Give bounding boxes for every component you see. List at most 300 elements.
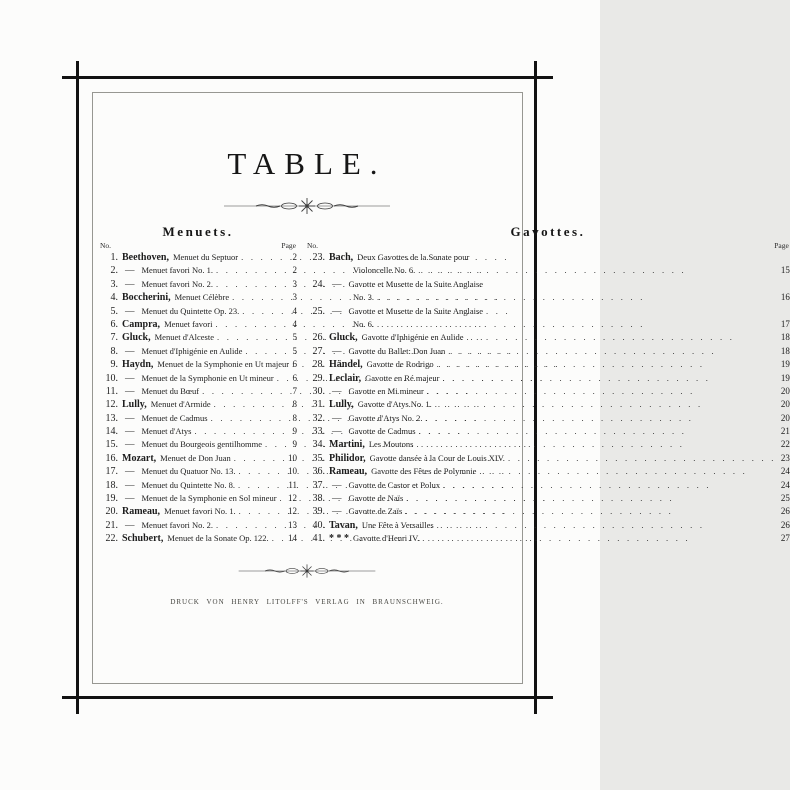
table-row bbox=[99, 505, 297, 518]
column-gavottes bbox=[306, 225, 790, 548]
entry-line bbox=[99, 264, 297, 277]
entry-line-continuation bbox=[306, 264, 790, 277]
entry-body bbox=[122, 251, 282, 264]
entry-body bbox=[329, 385, 775, 399]
entry-title: Les Moutons bbox=[368, 439, 414, 450]
dot-leader bbox=[238, 251, 282, 264]
entry-number: 18. bbox=[105, 479, 118, 491]
entry-line bbox=[306, 492, 790, 505]
entry-composer: Martini, bbox=[329, 439, 365, 451]
table-row bbox=[99, 372, 297, 385]
entry-title: Gavotte de Naïs bbox=[348, 493, 404, 504]
entry-repeat-dash: — bbox=[125, 427, 135, 438]
entry-line bbox=[99, 385, 297, 398]
table-row bbox=[306, 452, 790, 465]
dot-leader bbox=[242, 345, 282, 358]
entry-composer: Campra, bbox=[122, 318, 161, 330]
entry-number: 15. bbox=[105, 439, 118, 451]
dot-leader bbox=[231, 452, 282, 465]
entry-title: Menuet Célèbre bbox=[174, 292, 230, 303]
entry-number: 31. bbox=[312, 399, 325, 411]
entry-line bbox=[99, 479, 297, 492]
entry-body bbox=[329, 345, 775, 359]
entry-number: 3. bbox=[110, 278, 118, 290]
entry-line bbox=[99, 318, 297, 331]
entry-body bbox=[329, 251, 775, 264]
entry-line bbox=[99, 505, 297, 518]
entry-number: 11. bbox=[105, 385, 118, 397]
entry-repeat-dash: — bbox=[125, 413, 135, 424]
entry-number: 34. bbox=[312, 439, 325, 451]
entry-line bbox=[306, 345, 790, 358]
menuets-heading: Menuets. bbox=[162, 224, 234, 239]
entry-line bbox=[99, 519, 297, 532]
dot-leader bbox=[423, 412, 775, 425]
entry-number: 30. bbox=[312, 385, 325, 397]
entry-page: 23 bbox=[780, 452, 790, 463]
entry-body bbox=[329, 479, 775, 493]
entry-repeat-dash: — bbox=[125, 279, 135, 290]
entry-body bbox=[353, 264, 775, 277]
entry-line bbox=[99, 345, 297, 358]
dot-leader bbox=[239, 305, 282, 318]
entry-title: Gavotte d'Atys No. 2. bbox=[348, 412, 423, 423]
table-row bbox=[306, 372, 790, 385]
entry-body bbox=[122, 372, 282, 386]
entry-repeat-dash: — bbox=[125, 346, 135, 357]
entry-page: 3 bbox=[292, 278, 297, 289]
dot-leader bbox=[213, 278, 282, 291]
entry-composer: Haydn, bbox=[122, 359, 154, 371]
entry-page: 11 bbox=[288, 479, 297, 490]
entry-number: 16. bbox=[105, 452, 118, 464]
outer-frame-left bbox=[76, 61, 79, 714]
table-row bbox=[99, 492, 297, 505]
table-row bbox=[306, 465, 790, 478]
entry-title: Menuet du Quintette Op. 23. bbox=[141, 305, 240, 316]
entry-composer: Gluck, bbox=[122, 332, 151, 344]
entry-page: 16 bbox=[780, 292, 790, 303]
entry-composer: Mozart, bbox=[122, 452, 157, 464]
entry-title: Menuet de Don Juan bbox=[160, 452, 231, 463]
entry-line bbox=[306, 385, 790, 398]
entry-number: 25. bbox=[312, 305, 325, 317]
entry-body bbox=[122, 519, 282, 533]
entry-page: 19 bbox=[780, 359, 790, 370]
entry-page: 19 bbox=[780, 372, 790, 383]
table-row bbox=[99, 345, 297, 358]
table-row bbox=[306, 425, 790, 438]
menuets-entry-list bbox=[99, 251, 297, 546]
entry-number: 12. bbox=[105, 399, 118, 411]
entry-line bbox=[306, 465, 790, 478]
page-title: TABLE. bbox=[227, 146, 387, 181]
entry-page: 18 bbox=[780, 345, 790, 356]
entry-title: Menuet favori No. 1. bbox=[164, 506, 236, 517]
entry-title: Gavotte et Musette de la Suite Anglaise bbox=[348, 278, 484, 289]
dot-leader bbox=[213, 264, 282, 277]
dot-leader bbox=[445, 345, 775, 358]
entry-repeat-dash: — bbox=[125, 520, 135, 531]
entry-repeat-dash: — bbox=[332, 413, 342, 424]
entry-title: Gavotte en Mi mineur bbox=[348, 385, 424, 396]
dot-leader bbox=[235, 465, 282, 478]
entry-line bbox=[99, 278, 297, 291]
dot-leader bbox=[269, 532, 282, 545]
entry-composer: * * * bbox=[329, 533, 349, 545]
entry-number: 2. bbox=[110, 265, 118, 277]
entry-page: 4 bbox=[292, 318, 297, 329]
entry-line bbox=[99, 251, 297, 264]
entry-title: Deux Gavottes de la Sonate pour bbox=[357, 252, 470, 262]
entry-repeat-dash: — bbox=[332, 346, 342, 357]
entry-line bbox=[306, 398, 790, 411]
entry-line bbox=[306, 251, 790, 264]
entry-body bbox=[122, 264, 282, 278]
entry-body bbox=[329, 278, 775, 292]
entry-composer: Rameau, bbox=[122, 506, 161, 518]
table-row bbox=[306, 305, 790, 332]
dot-leader bbox=[402, 505, 774, 518]
dot-leader bbox=[191, 425, 282, 438]
entry-number: 33. bbox=[312, 426, 325, 438]
table-row bbox=[306, 331, 790, 344]
dot-leader bbox=[419, 532, 775, 545]
dot-leader bbox=[211, 398, 282, 411]
table-row bbox=[99, 438, 297, 451]
entry-body bbox=[329, 465, 775, 478]
entry-page: 26 bbox=[780, 506, 790, 517]
entry-title: Gavotte des Fêtes de Polymnie bbox=[371, 466, 477, 477]
entry-number: 38. bbox=[312, 493, 325, 505]
entry-title: Menuet favori bbox=[164, 318, 213, 329]
dot-leader bbox=[214, 331, 282, 344]
entry-line bbox=[99, 305, 297, 318]
entry-number: 32. bbox=[312, 412, 325, 424]
dot-leader bbox=[235, 479, 282, 492]
entry-title: Menuet d'Iphigénie en Aulide bbox=[141, 345, 243, 356]
entry-body bbox=[122, 398, 282, 411]
entry-line bbox=[99, 425, 297, 438]
dot-leader bbox=[505, 452, 775, 465]
table-row bbox=[99, 398, 297, 411]
entry-composer: Leclair, bbox=[329, 372, 362, 384]
entry-page: 15 bbox=[780, 265, 790, 276]
entry-line bbox=[306, 519, 790, 532]
entry-title: Menuet de la Symphonie en Sol mineur bbox=[141, 493, 277, 504]
table-row bbox=[99, 425, 297, 438]
entry-number: 14. bbox=[105, 426, 118, 438]
table-row bbox=[99, 305, 297, 318]
entry-number: 26. bbox=[312, 332, 325, 344]
entry-repeat-dash: — bbox=[125, 266, 135, 277]
dot-leader bbox=[463, 331, 774, 344]
entry-title: Menuet de la Symphonie en Ut majeur bbox=[157, 359, 290, 370]
entry-body bbox=[122, 438, 282, 452]
table-row bbox=[306, 412, 790, 425]
entry-line bbox=[99, 358, 297, 371]
entry-number: 6. bbox=[110, 318, 118, 330]
entry-number: 28. bbox=[312, 359, 325, 371]
dot-leader bbox=[424, 385, 775, 398]
entry-body bbox=[122, 465, 282, 479]
entry-title-continuation: No. 3. bbox=[353, 292, 375, 303]
entry-page: 9 bbox=[292, 426, 297, 437]
entry-number: 24. bbox=[312, 278, 325, 290]
entry-number: 19. bbox=[105, 493, 118, 505]
table-row bbox=[99, 291, 297, 304]
entry-title: Menuet d'Armide bbox=[150, 399, 211, 410]
entry-composer: Beethoven, bbox=[122, 252, 169, 263]
dot-leader bbox=[213, 519, 282, 532]
table-row bbox=[306, 532, 790, 545]
entry-body bbox=[122, 505, 282, 518]
entry-number: 23. bbox=[312, 252, 325, 263]
entry-page: 26 bbox=[780, 519, 790, 530]
entry-number: 22. bbox=[105, 533, 118, 545]
entry-line bbox=[306, 278, 790, 291]
entry-title: Menuet d'Atys bbox=[141, 426, 192, 437]
gavottes-entry-list bbox=[306, 251, 790, 546]
entry-line bbox=[99, 372, 297, 385]
entry-line bbox=[306, 452, 790, 465]
entry-body bbox=[329, 505, 775, 519]
table-row bbox=[99, 358, 297, 371]
entry-page: 8 bbox=[292, 399, 297, 410]
entry-line bbox=[306, 305, 790, 318]
entry-body bbox=[329, 425, 775, 439]
dot-leader bbox=[229, 291, 282, 304]
gavottes-heading: Gavottes. bbox=[510, 224, 586, 239]
entry-title: Menuet du Septuor bbox=[172, 252, 239, 262]
entry-line bbox=[99, 331, 297, 344]
entry-title: Menuet du Quatuor No. 13. bbox=[141, 466, 236, 477]
entry-body bbox=[122, 492, 282, 506]
entry-body bbox=[329, 532, 775, 545]
entry-title: Menuet favori No. 2. bbox=[141, 519, 214, 530]
table-columns bbox=[99, 224, 790, 548]
entry-page: 4 bbox=[292, 305, 297, 316]
dot-leader bbox=[274, 372, 282, 385]
entry-page: 27 bbox=[780, 533, 790, 544]
entry-line bbox=[306, 425, 790, 438]
entry-repeat-dash: — bbox=[125, 467, 135, 478]
entry-page: 8 bbox=[292, 412, 297, 423]
entry-page: 9 bbox=[292, 439, 297, 450]
entry-page: 17 bbox=[780, 318, 790, 329]
entry-line bbox=[99, 438, 297, 451]
entry-repeat-dash: — bbox=[332, 306, 342, 317]
entry-page: 10 bbox=[288, 452, 297, 463]
table-row bbox=[99, 452, 297, 465]
entry-line bbox=[306, 505, 790, 518]
dot-leader bbox=[403, 492, 775, 505]
entry-number: 4. bbox=[110, 292, 118, 304]
entry-title: Menuet de la Symphonie en Ut mineur bbox=[141, 372, 274, 383]
entry-line bbox=[306, 532, 790, 545]
ornament-rule-star-icon bbox=[237, 562, 377, 580]
entry-body bbox=[329, 519, 775, 532]
entry-body bbox=[329, 305, 775, 319]
entry-repeat-dash: — bbox=[332, 494, 342, 505]
table-row bbox=[99, 465, 297, 478]
entry-body bbox=[329, 412, 775, 426]
entry-body bbox=[122, 479, 282, 493]
table-row bbox=[306, 492, 790, 505]
entry-body bbox=[353, 291, 775, 304]
entry-title: Gavotte d'Atys No. 1. bbox=[357, 399, 432, 410]
table-row bbox=[99, 532, 297, 545]
entry-body bbox=[122, 532, 282, 545]
entry-title: Gavotte de Castor et Polux bbox=[348, 479, 441, 490]
entry-page: 10 bbox=[288, 466, 297, 477]
entry-line bbox=[306, 358, 790, 371]
entry-title: Gavotte dansée à la Cour de Louis XIV. bbox=[369, 452, 505, 463]
entry-line bbox=[306, 412, 790, 425]
dot-leader bbox=[416, 425, 775, 438]
entry-composer: Philidor, bbox=[329, 452, 366, 464]
entry-body bbox=[329, 492, 775, 506]
entry-body bbox=[329, 438, 775, 451]
outer-frame-top bbox=[62, 76, 553, 79]
entry-line bbox=[99, 465, 297, 478]
entry-page: 22 bbox=[780, 439, 790, 450]
table-row bbox=[306, 385, 790, 398]
entry-line-continuation bbox=[306, 318, 790, 331]
entry-title: Gavotte d'Henri IV. bbox=[353, 533, 420, 544]
menuets-page-label: Page bbox=[281, 241, 296, 250]
entry-title-continuation: Violoncelle No. 6. bbox=[353, 265, 416, 276]
entry-composer: Gluck, bbox=[329, 332, 358, 344]
dot-leader bbox=[439, 372, 774, 385]
table-row bbox=[99, 479, 297, 492]
entry-composer: Lully, bbox=[122, 399, 147, 411]
entry-repeat-dash: — bbox=[332, 507, 342, 518]
table-row bbox=[99, 251, 297, 264]
entry-body bbox=[122, 345, 282, 359]
entry-body bbox=[122, 452, 282, 465]
entry-line bbox=[99, 412, 297, 425]
entry-page: 13 bbox=[288, 519, 297, 530]
entry-composer: Schubert, bbox=[122, 533, 164, 545]
entry-page: 6 bbox=[292, 372, 297, 383]
entry-number: 7. bbox=[110, 332, 118, 344]
entry-repeat-dash: — bbox=[125, 494, 135, 505]
column-menuets bbox=[99, 225, 297, 548]
menuets-subhead bbox=[99, 239, 297, 251]
entry-composer: Tavan, bbox=[329, 519, 358, 531]
entry-body bbox=[122, 318, 282, 331]
entry-page: 6 bbox=[292, 359, 297, 370]
entry-body bbox=[329, 372, 775, 385]
entry-number: 13. bbox=[105, 412, 118, 424]
gavottes-no-label: No. bbox=[307, 241, 319, 250]
table-row bbox=[99, 278, 297, 291]
entry-page: 24 bbox=[780, 479, 790, 490]
entry-page: 24 bbox=[780, 466, 790, 477]
gavottes-page-label: Page bbox=[774, 241, 789, 250]
table-row bbox=[306, 251, 790, 278]
entry-title: Gavotte de Rodrigo bbox=[366, 359, 434, 370]
entry-page: 2 bbox=[292, 252, 297, 262]
table-row bbox=[306, 398, 790, 411]
entry-title: Menuet d'Alceste bbox=[154, 332, 214, 343]
table-row bbox=[306, 345, 790, 358]
entry-body bbox=[353, 318, 775, 331]
entry-body bbox=[122, 291, 282, 304]
entry-title: Gavotte et Musette de la Suite Anglaise bbox=[348, 305, 484, 316]
entry-line bbox=[99, 291, 297, 304]
entry-number: 9. bbox=[110, 359, 118, 371]
entry-body bbox=[329, 398, 775, 411]
entry-body bbox=[122, 385, 282, 399]
gavottes-subhead bbox=[306, 239, 790, 251]
table-row bbox=[99, 264, 297, 277]
entry-body bbox=[122, 278, 282, 292]
dot-leader bbox=[413, 438, 774, 451]
printer-imprint: DRUCK VON HENRY LITOLFF'S VERLAG IN BRAUNSCHWEIG. bbox=[170, 598, 444, 606]
entry-body bbox=[122, 412, 282, 426]
entry-number: 29. bbox=[312, 372, 325, 384]
entry-title: Gavotte du Ballet: Don Juan bbox=[348, 345, 446, 356]
entry-composer: Rameau, bbox=[329, 466, 368, 478]
entry-title: Gavotte de Zaïs bbox=[348, 506, 403, 517]
table-row bbox=[99, 519, 297, 532]
entry-number: 1. bbox=[110, 252, 118, 263]
dot-leader bbox=[434, 358, 775, 371]
entry-number: 37. bbox=[312, 479, 325, 491]
entry-number: 17. bbox=[105, 466, 118, 478]
entry-page: 25 bbox=[780, 493, 790, 504]
entry-composer: Boccherini, bbox=[122, 292, 171, 304]
dot-leader bbox=[374, 291, 775, 304]
entry-number: 27. bbox=[312, 345, 325, 357]
entry-repeat-dash: — bbox=[332, 480, 342, 491]
entry-body bbox=[329, 358, 775, 371]
entry-page: 12 bbox=[288, 506, 297, 517]
entry-page: 5 bbox=[292, 332, 297, 343]
entry-line bbox=[306, 479, 790, 492]
entry-line bbox=[99, 492, 297, 505]
entry-line-continuation bbox=[306, 291, 790, 304]
table-row bbox=[306, 278, 790, 305]
entry-number: 20. bbox=[105, 506, 118, 518]
entry-title: Une Fête à Versailles bbox=[361, 519, 434, 530]
entry-title: Menuet du Bourgeois gentilhomme bbox=[141, 439, 262, 450]
entry-number: 21. bbox=[105, 519, 118, 531]
entry-number: 5. bbox=[110, 305, 118, 317]
dot-leader bbox=[415, 264, 775, 277]
entry-number: 10. bbox=[105, 372, 118, 384]
entry-line bbox=[99, 398, 297, 411]
table-row bbox=[99, 331, 297, 344]
ornament-rule-star-icon bbox=[222, 197, 392, 215]
entry-number: 8. bbox=[110, 345, 118, 357]
entry-title: Menuet favori No. 2. bbox=[141, 278, 214, 289]
entry-title: Menuet de Cadmus bbox=[141, 412, 208, 423]
entry-title-continuation: No. 6. bbox=[353, 318, 375, 329]
entry-number: 39. bbox=[312, 506, 325, 518]
entry-repeat-dash: — bbox=[125, 306, 135, 317]
ornament-divider-bottom bbox=[92, 562, 522, 585]
entry-composer: Lully, bbox=[329, 399, 354, 411]
entry-title: Menuet de la Sonate Op. 122. bbox=[167, 533, 269, 544]
entry-page: 20 bbox=[780, 412, 790, 423]
table-row bbox=[99, 412, 297, 425]
dot-leader bbox=[432, 398, 775, 411]
entry-page: 2 bbox=[292, 265, 297, 276]
entry-title: Menuet du Bœuf bbox=[141, 385, 200, 396]
